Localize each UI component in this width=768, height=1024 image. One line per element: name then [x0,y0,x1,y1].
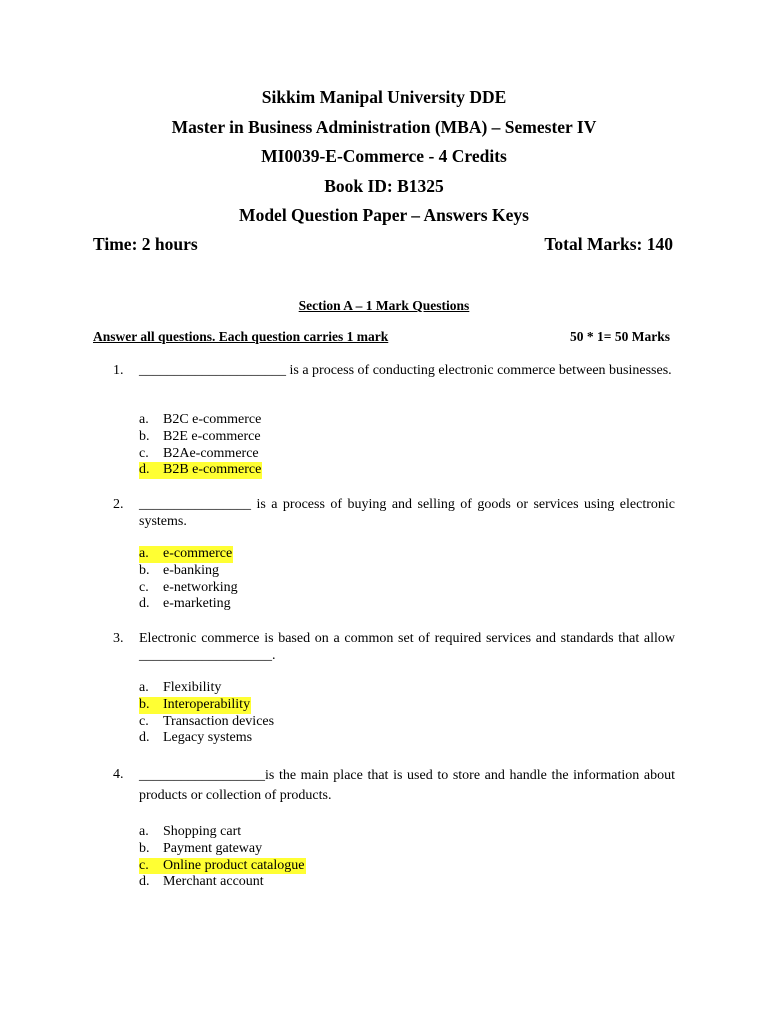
option-b: b. Payment gateway [139,840,263,856]
section-instruction: Answer all questions. Each question carries 1 mark [93,329,389,344]
question-3 [113,630,675,664]
total-marks: Total Marks: 140 [544,234,673,254]
question-4-options [139,824,306,891]
time-marks-row [93,233,673,255]
course-title: MI0039-E-Commerce - 4 Credits [261,146,507,166]
option-c-answer: c. Online product catalogue [139,857,305,873]
question-text: Electronic commerce is based on a common set of required services and standards that allow ___________________. [139,631,675,663]
option-d: d. e-marketing [139,596,231,612]
option-a-answer: a. e-commerce [139,546,233,561]
question-text: _____________________ is a process of conducting electronic commerce between businesses. [139,363,672,378]
program-title: Master in Business Administration (MBA) – Semester IV [171,117,597,137]
question-number: 2. [113,497,124,512]
option-c: c. e-networking [139,579,238,595]
section-instruction-row [93,328,670,346]
exam-time: Time: 2 hours [93,234,198,254]
question-1 [113,362,675,379]
university-title: Sikkim Manipal University DDE [261,87,507,107]
question-4 [113,766,675,806]
question-text: ________________ is a process of buying and selling of goods or services using electronic systems. [139,497,675,529]
question-number: 3. [113,631,124,646]
option-b: b. B2E e-commerce [139,428,261,444]
section-marks: 50 * 1= 50 Marks [570,329,670,344]
option-c: c. Transaction devices [139,713,275,729]
option-d: d. Merchant account [139,874,264,890]
question-1-options [139,412,262,479]
section-title: Section A – 1 Mark Questions [298,298,470,313]
book-id: Book ID: B1325 [324,176,444,196]
question-number: 1. [113,363,124,378]
option-a: a. B2C e-commerce [139,412,262,427]
question-2 [113,496,675,530]
option-a: a. Flexibility [139,680,222,695]
option-b: b. e-banking [139,562,219,578]
option-a: a. Shopping cart [139,824,242,839]
option-c: c. B2Ae-commerce [139,445,259,461]
question-2-options [139,546,238,613]
question-3-options [139,680,274,747]
paper-title: Model Question Paper – Answers Keys [239,205,529,225]
option-d: d. Legacy systems [139,730,253,746]
question-number: 4. [113,767,124,782]
option-b-answer: b. Interoperability [139,696,251,712]
question-text: __________________is the main place that is used to store and handle the information about products or collection of products. [139,768,675,803]
option-d-answer: d. B2B e-commerce [139,462,262,478]
